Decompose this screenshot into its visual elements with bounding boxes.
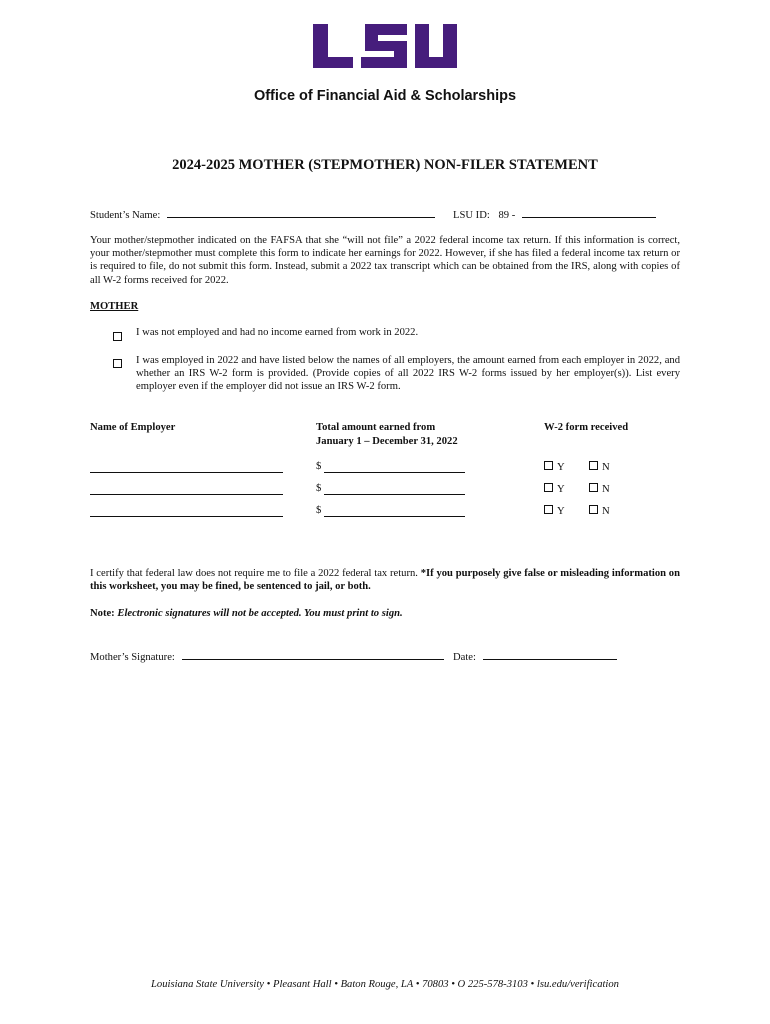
col-amount-header <box>316 421 458 448</box>
amount-field-2[interactable] <box>324 494 465 495</box>
section-heading: MOTHER <box>90 301 139 312</box>
w2-no-3[interactable] <box>589 505 610 517</box>
lsu-id-prefix: 89 - <box>498 210 516 221</box>
yes-label: Y <box>557 506 565 517</box>
col-amount-line1: Total amount earned from <box>316 422 436 433</box>
no-label: N <box>602 506 610 517</box>
certify-warning: *If you purposely give false or misleading information on this worksheet, you may be fined, be sentenced to jail, or both. <box>90 568 680 593</box>
checkbox-icon <box>589 483 598 492</box>
footer: Louisiana State University • Pleasant Hall • Baton Rouge, LA • 70803 • O 225-578-3103 • lsu.edu/verification <box>151 979 619 990</box>
not-employed-checkbox[interactable] <box>113 328 122 337</box>
amount-field-3[interactable] <box>324 516 465 517</box>
w2-no-2[interactable] <box>589 483 610 495</box>
currency-sign: $ <box>316 461 322 472</box>
checkbox-icon <box>589 505 598 514</box>
col-w2-header: W-2 form received <box>544 422 629 433</box>
yes-label: Y <box>557 462 565 473</box>
checkbox-icon <box>544 505 553 514</box>
note-label: Note: <box>90 608 115 619</box>
yes-label: Y <box>557 484 565 495</box>
lsu-id-row <box>453 207 656 222</box>
form-title: 2024-2025 MOTHER (STEPMOTHER) NON-FILER STATEMENT <box>172 157 598 173</box>
option-employed: I was employed in 2022 and have listed below the names of all employers, the amount earned from each employer in 2022, and whether an IRS W-2 form is provided. (Provide copies of all 2022 IRS W-2 forms issued by her employer(s)). List every employer even if the employer did not issue an IRS W-2 form. <box>136 355 680 393</box>
date-row <box>453 649 617 664</box>
note-text: Electronic signatures will not be accepted. You must print to sign. <box>117 608 403 619</box>
employer-field-2[interactable] <box>90 494 283 495</box>
col-employer-header: Name of Employer <box>90 422 176 433</box>
employer-field-1[interactable] <box>90 472 283 473</box>
student-name-field[interactable] <box>167 207 435 218</box>
signature-label: Mother’s Signature: <box>90 652 175 663</box>
w2-no-1[interactable] <box>589 461 610 473</box>
currency-sign: $ <box>316 483 322 494</box>
lsu-logo <box>311 22 459 70</box>
signature-row <box>90 649 444 664</box>
lsu-id-label: LSU ID: <box>453 210 490 221</box>
checkbox-icon <box>544 461 553 470</box>
w2-yes-1[interactable] <box>544 461 565 473</box>
note <box>90 608 403 619</box>
intro-paragraph: Your mother/stepmother indicated on the FAFSA that she “will not file” a 2022 federal income tax return. If this information is correct, your mother/stepmother must complete this form to indicate her earnings for 2022. However, if she has filed a federal income tax return or is required to file, do not submit this form. Instead, submit a 2022 tax transcript which can be obtained from the IRS, along with copies of all W-2 forms received for 2022. <box>90 235 680 286</box>
no-label: N <box>602 462 610 473</box>
checkbox-icon <box>589 461 598 470</box>
employed-checkbox[interactable] <box>113 355 122 364</box>
option-not-employed: I was not employed and had no income earned from work in 2022. <box>136 327 419 338</box>
w2-yes-2[interactable] <box>544 483 565 495</box>
office-name: Office of Financial Aid & Scholarships <box>253 88 517 104</box>
certify-text: I certify that federal law does not require me to file a 2022 federal tax return. <box>90 568 418 579</box>
employer-field-3[interactable] <box>90 516 283 517</box>
w2-yes-3[interactable] <box>544 505 565 517</box>
student-name-row <box>90 207 435 222</box>
student-name-label: Student’s Name: <box>90 210 161 221</box>
lsu-id-field[interactable] <box>522 207 656 218</box>
date-field[interactable] <box>483 649 617 660</box>
currency-sign: $ <box>316 505 322 516</box>
checkbox-icon <box>544 483 553 492</box>
signature-field[interactable] <box>182 649 444 660</box>
certification-paragraph <box>90 567 680 593</box>
no-label: N <box>602 484 610 495</box>
col-amount-line2: January 1 – December 31, 2022 <box>316 435 458 447</box>
amount-field-1[interactable] <box>324 472 465 473</box>
date-label: Date: <box>453 652 476 663</box>
